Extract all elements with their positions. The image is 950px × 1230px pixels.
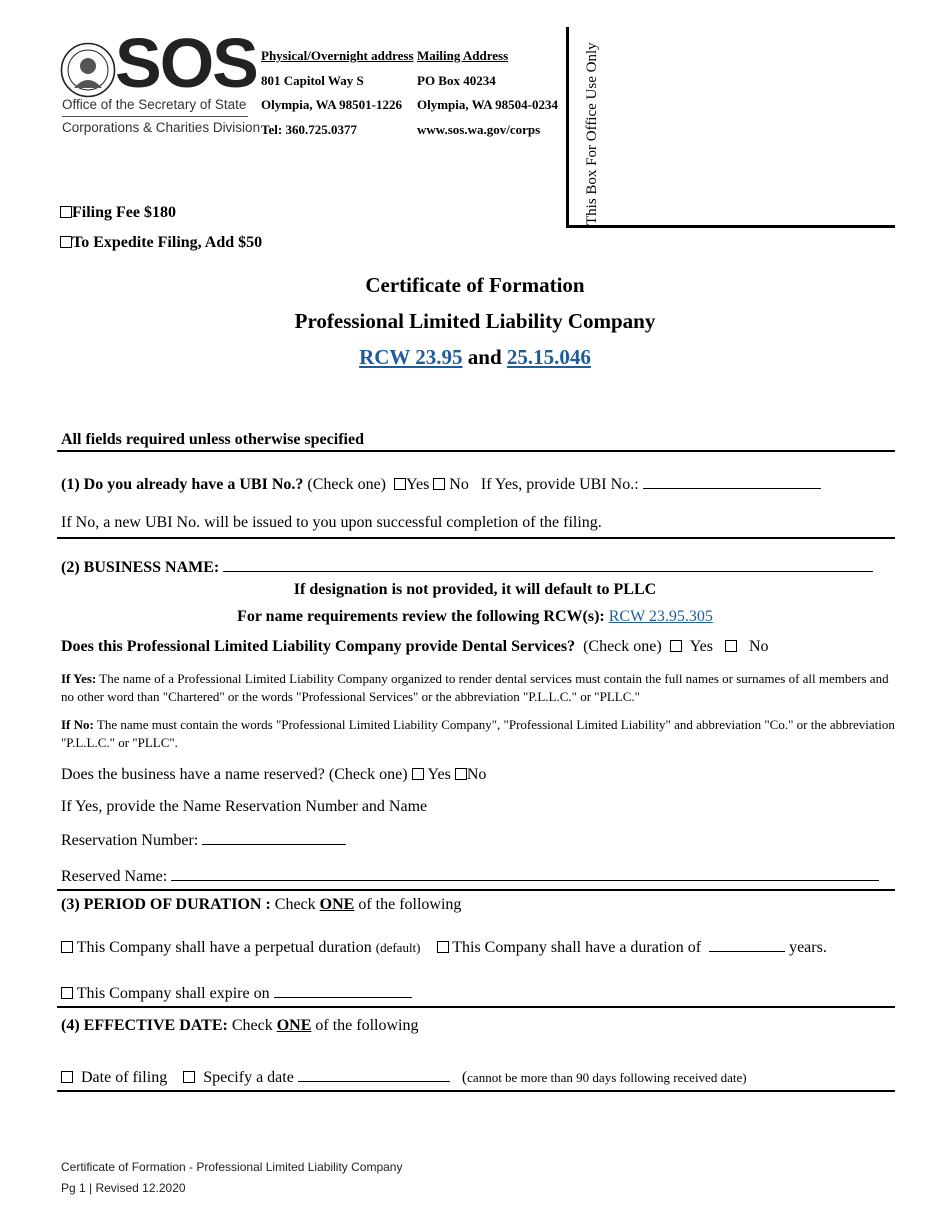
name-requirements-text: For name requirements review the following RCW(s):: [237, 608, 605, 625]
division-name: Corporations & Charities Division: [62, 120, 261, 135]
if-yes-paragraph: [61, 670, 896, 705]
office-use-box: [566, 27, 895, 228]
paren-open: (: [461, 1069, 468, 1086]
form-subtitle: Professional Limited Liability Company: [294, 309, 656, 333]
divider: [57, 1090, 895, 1092]
mailing-address: [417, 44, 558, 142]
physical-line2: Olympia, WA 98501-1226: [261, 97, 402, 112]
effective-date-options-row: [61, 1067, 747, 1087]
reserved-no-checkbox[interactable]: [455, 768, 467, 780]
business-name-field[interactable]: [223, 557, 873, 572]
specify-date-label: Specify a date: [203, 1069, 294, 1086]
reserved-question-row: [61, 766, 486, 784]
name-requirements: [0, 608, 950, 626]
perpetual-label: This Company shall have a perpetual duration: [76, 939, 372, 956]
mailing-line1: PO Box 40234: [417, 72, 496, 88]
ubi-note: If No, a new UBI No. will be issued to you upon successful completion of the filing.: [61, 514, 602, 531]
filing-fee-row: [60, 204, 176, 222]
duration-years-field[interactable]: [709, 937, 785, 952]
logo-divider: [62, 116, 248, 117]
reserved-name-label: Reserved Name:: [61, 868, 168, 885]
website: www.sos.wa.gov/corps: [417, 121, 541, 137]
expire-date-field[interactable]: [274, 983, 412, 998]
if-no-paragraph: [61, 716, 896, 751]
check-one-text: (Check one): [583, 638, 662, 655]
physical-address: [261, 44, 414, 142]
specify-date-checkbox[interactable]: [183, 1071, 195, 1083]
default-note: (default): [375, 940, 421, 955]
reserved-name-field[interactable]: [171, 866, 879, 881]
rcw-23-95-link[interactable]: RCW 23.95: [359, 345, 463, 369]
footer-page: Pg 1 | Revised 12.2020: [61, 1181, 186, 1195]
of-following-text: of the following: [358, 896, 462, 913]
mailing-heading: Mailing Address: [417, 48, 509, 63]
date-of-filing-checkbox[interactable]: [61, 1071, 73, 1083]
ubi-provide-label: If Yes, provide UBI No.:: [480, 476, 639, 493]
expedite-row: [60, 234, 262, 252]
duration-heading-row: [61, 896, 461, 914]
expedite-checkbox[interactable]: [60, 236, 72, 248]
of-following-text: of the following: [315, 1017, 419, 1034]
date-limit-note: cannot be more than 90 days following received date): [467, 1070, 747, 1085]
divider: [57, 889, 895, 891]
filing-fee-checkbox[interactable]: [60, 206, 72, 218]
reserved-yes-label: Yes: [427, 766, 451, 783]
if-yes-text: The name of a Professional Limited Liability Company organized to render dental services must contain the full names or surnames of all members and no other word than "Chartered" or the words "Professional Services" or the abbreviation "P.L.L.C." or "PLLC.": [61, 671, 889, 704]
reservation-number-row: [61, 830, 346, 850]
reserved-provide: If Yes, provide the Name Reservation Number and Name: [61, 798, 428, 815]
dental-yes-checkbox[interactable]: [670, 640, 682, 652]
business-name-row: [61, 557, 873, 577]
designation-note: If designation is not provided, it will default to PLLC: [293, 581, 657, 598]
duration-options-row: [61, 937, 827, 957]
physical-heading: Physical/Overnight address: [261, 48, 414, 63]
ubi-yes-label: Yes: [406, 476, 430, 493]
business-name-label: (2) BUSINESS NAME:: [61, 559, 220, 576]
divider: [57, 1006, 895, 1008]
effective-date-heading-row: [61, 1017, 418, 1035]
dental-question: Does this Professional Limited Liability Company provide Dental Services?: [61, 638, 576, 655]
expire-checkbox[interactable]: [61, 987, 73, 999]
and-text: and: [467, 345, 502, 369]
rcw-25-15-046-link[interactable]: 25.15.046: [506, 345, 591, 369]
reservation-number-label: Reservation Number:: [61, 832, 199, 849]
one-text: ONE: [276, 1017, 312, 1034]
if-no-label: If No:: [61, 717, 94, 732]
if-no-text: The name must contain the words "Professional Limited Liability Company", "Professional Limited Liability" and abbreviation "Co." or the abbreviation "P.L.L.C." or "PLLC".: [61, 717, 895, 750]
check-one-text: (Check one): [307, 476, 387, 493]
divider: [57, 450, 895, 452]
dental-no-label: No: [749, 638, 769, 655]
reserved-yes-checkbox[interactable]: [412, 768, 424, 780]
logo: [60, 24, 261, 140]
dental-no-checkbox[interactable]: [725, 640, 737, 652]
ubi-question-row: [61, 474, 821, 494]
state-seal-icon: [60, 42, 116, 98]
reservation-number-field[interactable]: [202, 830, 346, 845]
filing-fee-label: Filing Fee $180: [72, 204, 176, 221]
mailing-line2: Olympia, WA 98504-0234: [417, 97, 558, 112]
telephone: Tel: 360.725.0377: [261, 121, 357, 137]
effective-date-heading: (4) EFFECTIVE DATE:: [61, 1017, 228, 1034]
ubi-question: (1) Do you already have a UBI No.?: [61, 476, 304, 493]
office-use-label: This Box For Office Use Only: [584, 42, 600, 225]
reserved-name-row: [61, 866, 879, 886]
expedite-label: To Expedite Filing, Add $50: [72, 234, 263, 251]
ubi-no-checkbox[interactable]: [433, 478, 445, 490]
rcw-23-95-305-link[interactable]: RCW 23.95.305: [608, 608, 713, 625]
expire-row: [61, 983, 412, 1003]
dental-question-row: [61, 638, 769, 656]
reserved-no-label: No: [466, 766, 487, 783]
statute-references: [0, 345, 950, 370]
form-title: Certificate of Formation: [365, 273, 585, 297]
footer-title: Certificate of Formation - Professional Limited Liability Company: [61, 1160, 403, 1174]
ubi-no-label: No: [449, 476, 469, 493]
expire-label: This Company shall expire on: [76, 985, 270, 1002]
office-name: Office of the Secretary of State: [62, 97, 247, 112]
perpetual-checkbox[interactable]: [61, 941, 73, 953]
one-text: ONE: [319, 896, 355, 913]
divider: [57, 537, 895, 539]
if-yes-label: If Yes:: [61, 671, 97, 686]
physical-line1: 801 Capitol Way S: [261, 72, 364, 88]
reserved-question: Does the business have a name reserved? (Check one): [61, 766, 408, 783]
required-note: All fields required unless otherwise specified: [61, 431, 364, 448]
ubi-number-field[interactable]: [643, 474, 821, 489]
check-text: Check: [231, 1017, 273, 1034]
dental-yes-label: Yes: [689, 638, 713, 655]
logo-wordmark: SOS: [115, 24, 257, 102]
duration-heading: (3) PERIOD OF DURATION :: [61, 896, 271, 913]
specify-date-field[interactable]: [298, 1067, 450, 1082]
duration-label: This Company shall have a duration of: [452, 939, 702, 956]
ubi-yes-checkbox[interactable]: [394, 478, 406, 490]
check-text: Check: [274, 896, 316, 913]
date-of-filing-label: Date of filing: [81, 1069, 168, 1086]
duration-checkbox[interactable]: [437, 941, 449, 953]
years-label: years.: [789, 939, 827, 956]
